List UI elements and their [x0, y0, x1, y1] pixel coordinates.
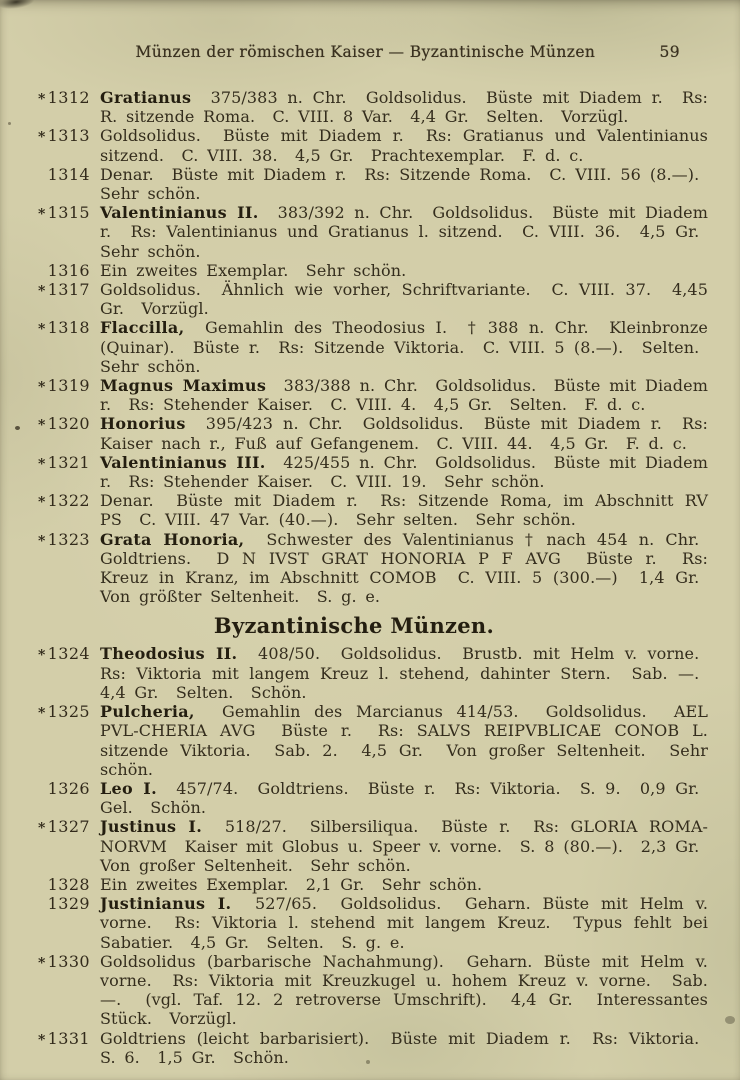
- entry-lead: Magnus Maximus: [100, 376, 267, 396]
- star-marker-icon: *: [37, 379, 46, 396]
- lot-number: 1312: [47, 88, 90, 107]
- entry-marker: [0, 875, 90, 894]
- catalog-entry: [0, 491, 740, 529]
- scan-smudge: [0, 0, 43, 15]
- entry-lead: Leo I.: [100, 778, 157, 798]
- lot-number: 1325: [47, 702, 90, 722]
- catalog-entry: [0, 644, 740, 702]
- catalog-entry: [0, 453, 740, 491]
- entry-marker: [0, 530, 90, 551]
- entry-description: Ein zweites Exemplar. 2,1 Gr. Sehr schön.: [100, 874, 483, 894]
- entry-description: Magnus Maximus 383/388 n. Chr. Goldsolidus. Büste mit Diadem r. Rs: Stehender Kaiser. C. VIII. 4. 4,5 Gr. Selten. F. d. c.: [100, 376, 708, 415]
- entry-marker: [0, 491, 90, 512]
- entry-marker: [0, 894, 90, 913]
- entry-marker: [0, 952, 90, 973]
- catalog-entry: [0, 702, 740, 779]
- entry-description: Goldsolidus. Büste mit Diadem r. Rs: Gratianus und Valentinianus sitzend. C. VIII. 38. 4,5 Gr. Prachtexemplar. F. d. c.: [100, 126, 708, 165]
- lot-number: 1322: [47, 491, 90, 511]
- entry-marker: [0, 261, 90, 280]
- star-marker-icon: *: [37, 955, 46, 972]
- entry-lead: Gratianus: [100, 88, 192, 107]
- entry-lead: Justinus I.: [100, 817, 203, 837]
- star-marker-icon: *: [37, 417, 46, 434]
- entry-description: Goldsolidus (barbarische Nachahmung). Geharn. Büste mit Helm v. vorne. Rs: Viktoria mit Kreuzkugel u. hohem Kreuz v. vorne. Sab. —. (vgl. Taf. 12. 2 retroverse Umschrift). 4,4 Gr. Interessantes Stück. Vorzügl.: [100, 951, 708, 1029]
- catalog-entry: [0, 779, 740, 817]
- lot-number: 1320: [47, 414, 90, 434]
- star-marker-icon: *: [37, 283, 46, 300]
- entry-description: Goldsolidus. Ähnlich wie vorher, Schriftvariante. C. VIII. 37. 4,45 Gr. Vorzügl.: [100, 280, 708, 319]
- entry-marker: [0, 1029, 90, 1050]
- catalog-entry: [0, 126, 740, 164]
- star-marker-icon: *: [37, 456, 46, 473]
- catalog-entry: [0, 817, 740, 875]
- entry-description: Flaccilla, Gemahlin des Theodosius I. † 388 n. Chr. Kleinbronze (Quinar). Büste r. Rs: Sitzende Viktoria. C. VIII. 5 (8.—). Selten. Sehr schön.: [100, 318, 708, 376]
- lot-number: 1317: [47, 280, 90, 300]
- entry-description: Valentinianus II. 383/392 n. Chr. Goldsolidus. Büste mit Diadem r. Rs: Valentinianus und Gratianus l. sitzend. C. VIII. 36. 4,5 Gr. Sehr schön.: [100, 203, 708, 261]
- entry-description: Leo I. 457/74. Goldtriens. Büste r. Rs: Viktoria. S. 9. 0,9 Gr. Gel. Schön.: [100, 778, 708, 818]
- entry-lead: Valentinianus II.: [100, 203, 259, 223]
- lot-number: 1318: [47, 318, 90, 338]
- entry-description: Pulcheria, Gemahlin des Marcianus 414/53. Goldsolidus. AEL PVL-CHERIA AVG Büste r. Rs: SALVS REIPVBLICAE CONOB L. sitzende Viktoria. Sab. 2. 4,5 Gr. Von großer Seltenheit. Sehr schön.: [100, 702, 708, 779]
- running-header: [0, 42, 740, 62]
- entry-marker: [0, 88, 90, 109]
- entry-marker: [0, 779, 90, 798]
- star-marker-icon: *: [37, 820, 46, 837]
- entry-description: Gratianus 375/383 n. Chr. Goldsolidus. Büste mit Diadem r. Rs: R. sitzende Roma. C. VIII. 8 Var. 4,4 Gr. Selten. Vorzügl.: [100, 88, 708, 127]
- catalog-entry: [0, 88, 740, 126]
- star-marker-icon: *: [37, 647, 46, 664]
- star-marker-icon: *: [37, 206, 46, 223]
- lot-number: 1316: [47, 260, 90, 280]
- entry-marker: [0, 817, 90, 838]
- star-marker-icon: *: [37, 533, 46, 550]
- catalog-entry: [0, 165, 740, 203]
- entry-marker: [0, 203, 90, 224]
- catalog-entry: [0, 894, 740, 952]
- catalog-entry: [0, 261, 740, 280]
- entry-lead: Flaccilla,: [100, 318, 185, 338]
- lot-number: 1313: [47, 126, 90, 146]
- star-marker-icon: *: [37, 91, 46, 108]
- lot-number: 1327: [47, 817, 90, 837]
- catalog-entry: [0, 1029, 740, 1067]
- entry-description: Denar. Büste mit Diadem r. Rs: Sitzende Roma. C. VIII. 56 (8.—). Sehr schön.: [100, 164, 708, 204]
- entry-description: Justinianus I. 527/65. Goldsolidus. Geharn. Büste mit Helm v. vorne. Rs: Viktoria l. stehend mit langem Kreuz. Typus fehlt bei Sabatier. 4,5 Gr. Selten. S. g. e.: [100, 894, 709, 952]
- entry-lead: Grata Honoria,: [100, 529, 245, 549]
- entry-description: Justinus I. 518/27. Silbersiliqua. Büste r. Rs: GLORIA ROMA-NORVM Kaiser mit Globus u. Speer v. vorne. S. 8 (80.—). 2,3 Gr. Von großer Seltenheit. Sehr schön.: [100, 817, 708, 875]
- entry-lead: Pulcheria,: [100, 702, 195, 722]
- page-number: 59: [659, 43, 680, 61]
- star-marker-icon: *: [37, 1032, 46, 1049]
- entry-marker: [0, 702, 90, 723]
- entry-lead: Theodosius II.: [100, 644, 238, 664]
- lot-number: 1330: [47, 951, 90, 971]
- entry-lead: Honorius: [100, 414, 186, 434]
- star-marker-icon: *: [37, 321, 46, 338]
- lot-number: 1328: [47, 874, 90, 894]
- lot-number: 1321: [47, 452, 90, 472]
- lot-number: 1319: [47, 376, 90, 396]
- entry-description: Goldtriens (leicht barbarisiert). Büste mit Diadem r. Rs: Viktoria. S. 6. 1,5 Gr. Schön.: [100, 1028, 708, 1067]
- lot-number: 1323: [47, 529, 90, 549]
- entry-marker: [0, 126, 90, 147]
- catalog-entries: [0, 88, 740, 1067]
- entry-marker: [0, 165, 90, 184]
- entry-description: Valentinianus III. 425/455 n. Chr. Goldsolidus. Büste mit Diadem r. Rs: Stehender Kaiser. C. VIII. 19. Sehr schön.: [100, 452, 708, 492]
- catalog-entry: [0, 414, 740, 452]
- entry-marker: [0, 318, 90, 339]
- star-marker-icon: *: [37, 705, 46, 722]
- catalog-entry: [0, 952, 740, 1029]
- catalog-entry: [0, 203, 740, 261]
- entry-marker: [0, 453, 90, 474]
- entry-description: Ein zweites Exemplar. Sehr schön.: [100, 260, 407, 280]
- running-header-title: Münzen der römischen Kaiser — Byzantinische Münzen: [135, 43, 596, 61]
- entry-description: Honorius 395/423 n. Chr. Goldsolidus. Büste mit Diadem r. Rs: Kaiser nach r., Fuß auf Gefangenem. C. VIII. 44. 4,5 Gr. F. d. c.: [100, 414, 708, 453]
- entry-marker: [0, 376, 90, 397]
- lot-number: 1331: [47, 1028, 90, 1048]
- catalog-entry: [0, 318, 740, 376]
- lot-number: 1314: [47, 164, 90, 184]
- catalog-entry: [0, 280, 740, 318]
- entry-lead: Justinianus I.: [100, 894, 232, 914]
- entry-marker: [0, 414, 90, 435]
- catalog-entry: [0, 376, 740, 414]
- lot-number: 1324: [47, 644, 90, 664]
- entry-description: Theodosius II. 408/50. Goldsolidus. Brustb. mit Helm v. vorne. Rs: Viktoria mit langem Kreuz l. stehend, dahinter Stern. Sab. —. 4,4 Gr. Selten. Schön.: [100, 644, 708, 702]
- section-heading: Byzantinische Münzen.: [213, 613, 495, 639]
- entry-description: Grata Honoria, Schwester des Valentinianus † nach 454 n. Chr. Goldtriens. D N IVST GRAT HONORIA P F AVG Büste r. Rs: Kreuz in Kranz, im Abschnitt COMOB C. VIII. 5 (300.—) 1,4 Gr. Von größter Seltenheit. S. g. e.: [100, 529, 708, 607]
- entry-description: Denar. Büste mit Diadem r. Rs: Sitzende Roma, im Abschnitt RV PS C. VIII. 47 Var. (40.—). Sehr selten. Sehr schön.: [100, 491, 708, 530]
- entry-marker: [0, 644, 90, 665]
- star-marker-icon: *: [37, 129, 46, 146]
- lot-number: 1329: [47, 894, 90, 914]
- lot-number: 1315: [47, 203, 90, 223]
- catalog-entry: [0, 530, 740, 607]
- entry-marker: [0, 280, 90, 301]
- lot-number: 1326: [47, 778, 90, 798]
- star-marker-icon: *: [37, 494, 46, 511]
- entry-lead: Valentinianus III.: [100, 452, 266, 472]
- catalog-entry: [0, 875, 740, 894]
